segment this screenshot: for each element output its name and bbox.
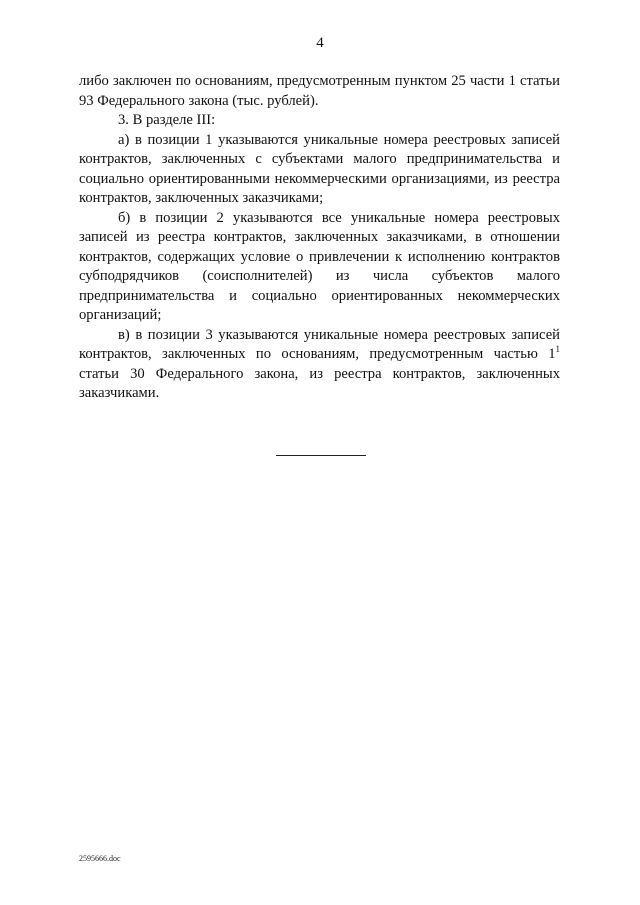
document-body xyxy=(79,72,560,404)
footer-filename: 2595666.doc xyxy=(79,854,121,863)
paragraph-section-3-heading: 3. В разделе III: xyxy=(118,112,216,128)
paragraph-item-b: б) в позиции 2 указываются все уникальные номера реестровых записей из реестра контрактов, заключенных заказчиками, в отношении контрактов, содержащих условие о привлечении к исполнению контрактов субподрядчиков (соисполнителей) из числа субъектов малого предпринимательства и социально ориентированных некоммерческих организаций; xyxy=(79,209,560,323)
page-number: 4 xyxy=(316,35,324,51)
paragraph-continuation: либо заключен по основаниям, предусмотренным пунктом 25 части 1 статьи 93 Федерального закона (тыс. рублей). xyxy=(79,73,560,109)
item-c-text-after: статьи 30 Федерального закона, из реестра контрактов, заключенных заказчиками. xyxy=(79,365,560,401)
item-c-text-before: в) в позиции 3 указываются уникальные номера реестровых записей контрактов, заключенных по основаниям, предусмотренным частью 1 xyxy=(79,326,560,362)
item-c-superscript: 1 xyxy=(555,344,560,355)
paragraph-item-a: а) в позиции 1 указываются уникальные номера реестровых записей контрактов, заключенных с субъектами малого предпринимательства и социально ориентированными некоммерческими организациями, из реестра контрактов, заключенных заказчиками; xyxy=(79,131,560,206)
end-separator-line xyxy=(276,455,366,456)
paragraph-item-c xyxy=(79,326,560,404)
